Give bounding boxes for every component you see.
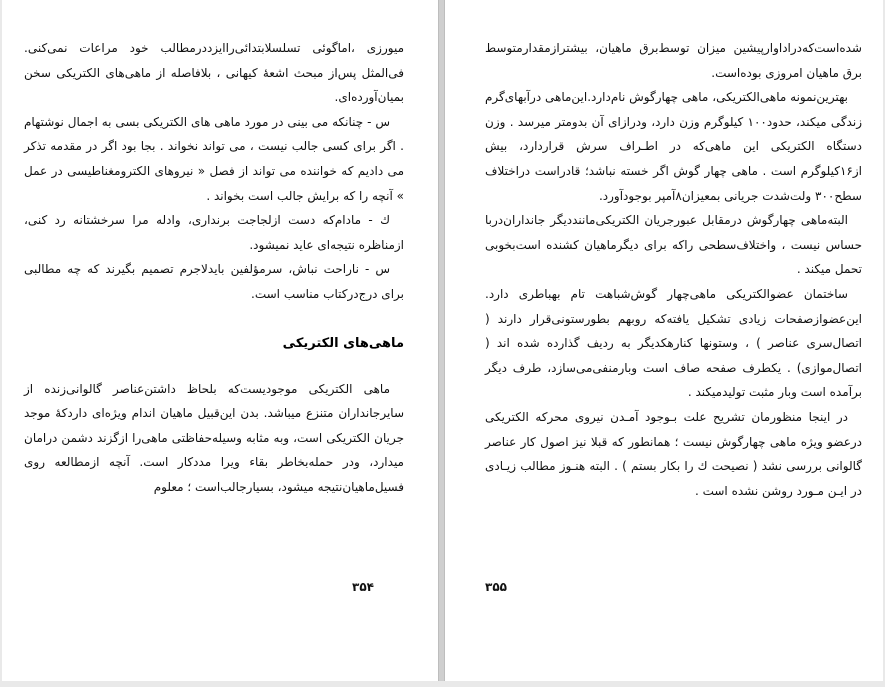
paragraph: میورزی ،اماگوئی تسلسلابتدائی‌راایزددرمطالب خود مراعات نمی‌کنی. فی‌المثل پس‌از مبحث اشعهٔ کیهانی ، بلافاصله از ماهی‌های الکتریکی سخن بمیان‌آورده‌ای. — [24, 41, 404, 105]
paragraph: ساختمان عضوالکتریکی ماهی‌چهار گوش‌شباهت تام بهباطری دارد. این‌عضوازصفحات زیادی تشکیل یافته‌که روبهم بطورستونی‌قرار دارند ( اتصال‌سری عناصر ) ، وستونها کنارهکدیگر به ردیف گذارده شده اند ( اتصال‌موازی) . یکطرف صفحه صاف است وبارمنفی‌می‌سازد، طرف دیگر برآمده است وبار مثبت تولیدمیکند . — [485, 286, 862, 400]
paragraph: در اینجا منظورمان تشریح علت بـوجود آمـدن نیروی محرکه الکتریکی درعضو ویژه ماهی چهارگوش نیست ؛ هما‌نطور که قبلا نیز اصول کار عناصر گالوانی بررسی نشد ( نصیحت ك را بکار بستم ) . البته هنـوز مطالب زیـادی در ایـن مـورد روشن نشده است . — [485, 409, 862, 498]
viewer-bottom-strip — [0, 681, 885, 687]
left-page — [2, 0, 439, 681]
paragraph: شده‌است‌که‌دراداوار‌پیشین میزان توسط‌برق ماهیان، بیشتر‌ازمقدارمتوسط برق ماهیان امروزی بوده‌است. — [485, 41, 862, 80]
right-page — [444, 0, 883, 681]
paragraph: س - ناراحت نباش، سرمؤلفین بایدلاجرم تصمیم بگیرند که چه مطالبی برای درج‌درکتاب مناسب است. — [24, 262, 404, 301]
section-heading: ماهی‌های الکتریکی — [282, 335, 404, 351]
left-page-text — [24, 36, 404, 500]
paragraph: البته‌ماهی چهارگوش درمقابل عبورجریان الکتریکی‌ماننددیگر جانداران‌دربا حساس نیست ، واختلاف‌سطحی راکه برای دیگرماهیان کشنده است‌بخوبی تحمل میکند . — [485, 213, 862, 277]
paragraph: س - چنانکه می بینی در مورد ماهی های الکتریکی بسی به اجمال نوشتهام . اگر برای کسی جالب نیست ، می تواند نخواند . بجا بود اگر در مقدمه تذکر می دادیم که خواننده می تواند از فصل « نیروهای الکترومغناطیسی در عمل » آنچه را که برایش جالب است بخواند . — [24, 114, 404, 203]
paragraph: ك - مادام‌که دست ازلجاجت برنداری، وادله مرا سرخشتانه رد کنی، ازمناظره نتیجه‌ای عاید نمیشود. — [24, 213, 404, 252]
page-number: ۳۵۵ — [485, 580, 507, 594]
paragraph: ماهی الکتریکی موجودیست‌که بلحاظ داشتن‌عناصر گالوانی‌زنده از سایرجانداران متنزع میباشد. بدن این‌قبیل ماهیان اندام ویژه‌ای دارد‌که‌ٔ موجد جریان الکتریکی است، وبه مثابه وسیله‌حفاظتی ماهی‌را ازگزند دشمن درامان میدارد، ودر حمله‌بخاطر بقاء ویرا مددکار است. آنچه ازمطالعه روی فسیل‌ماهیان‌نتیجه میشود، بسیارجالب‌است ؛ معلوم — [24, 381, 404, 494]
paragraph: بهترین‌نمونه ماهی‌الکتریکی، ماهی چهارگوش نام‌دارد.این‌ماهی درآبهای‌گرم زندگی میکند، حدود۱۰۰ کیلوگرم وزن دارد، ودرازای آن بدومتر میرسد . وزن دستگاه الکتریکی این ماهی‌که در اطـراف سرش قراردارد، بیش از۱۶کیلوگرم است . ماهی چهار گوش اگر خسته نباشد؛ قادراست دراختلاف سطح۳۰۰ ولت‌شدت جریانی بمعیزان۸آمپر بوجودآورد. — [485, 90, 862, 203]
page-number: ۳۵۴ — [352, 580, 374, 594]
right-page-text — [485, 36, 862, 503]
